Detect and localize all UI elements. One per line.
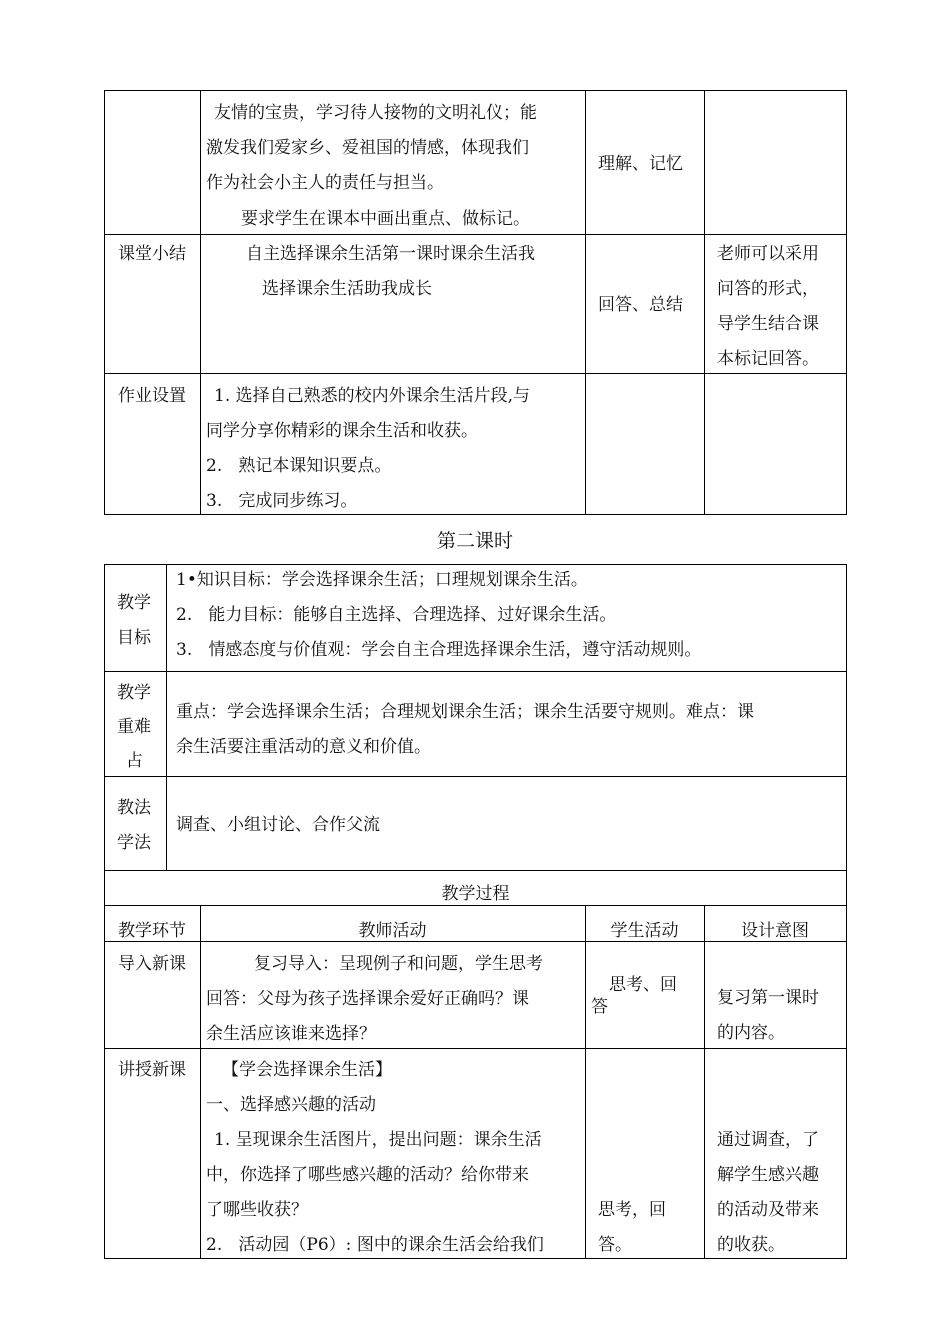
header-intent: 设计意图 — [741, 921, 809, 941]
keypoints-label — [105, 672, 166, 776]
text-line: 自主选择课余生活第一课时课余生活我 — [246, 244, 535, 264]
t1-row1-student: 理解、记忆 — [598, 154, 683, 174]
methods-label-line: 教法 — [117, 798, 151, 818]
header-stage: 教学环节 — [118, 921, 186, 941]
text-line: 老师可以采用 — [717, 244, 819, 264]
keypoints-line: 余生活要注重活动的意义和价值。 — [176, 737, 431, 757]
goals-label-line: 目标 — [117, 628, 151, 648]
header-teacher: 教师活动 — [358, 921, 427, 941]
intro-student-line: 思考、回 — [609, 975, 677, 995]
t1-row3-label: 作业设置 — [118, 386, 186, 406]
header-student: 学生活动 — [610, 921, 679, 941]
intro-line: 复习导入：呈现例子和问题，学生思考 — [254, 954, 543, 974]
keypoints-line: 重点：学会选择课余生活；合理规划课余生活；课余生活要守规则。难点：课 — [176, 702, 754, 722]
teach-student-line: 思考，回 — [598, 1200, 666, 1220]
text-line: 导学生结合课 — [717, 314, 819, 334]
teach-line: 一、选择感兴趣的活动 — [206, 1095, 376, 1115]
text-line: 3. 完成同步练习。 — [206, 491, 358, 511]
goal-line: 1•知识目标：学会选择课余生活；口理规划课余生活。 — [176, 570, 588, 590]
teach-label: 讲授新课 — [118, 1060, 186, 1080]
teach-intent-line: 解学生感兴趣 — [717, 1165, 819, 1185]
process-title: 教学过程 — [441, 884, 510, 904]
t1-row2-student: 回答、总结 — [598, 295, 683, 315]
intro-student-line: 答 — [591, 997, 608, 1017]
teach-intent-line: 的活动及带来 — [717, 1200, 819, 1220]
text-line: 问答的形式， — [717, 279, 819, 299]
teach-line: 2. 活动园（P6）: 图中的课余生活会给我们 — [206, 1235, 544, 1255]
teach-line: 【学会选择课余生活】 — [222, 1060, 392, 1080]
text-line: 选择课余生活助我成长 — [262, 279, 432, 299]
text-line: 作为社会小主人的责任与担当。 — [206, 173, 444, 193]
intro-intent-line: 的内容。 — [717, 1023, 785, 1043]
goal-line: 2. 能力目标：能够自主选择、合理选择、过好课余生活。 — [176, 605, 617, 625]
label-line: 占 — [126, 751, 143, 771]
t1-row2-label: 课堂小结 — [118, 244, 186, 264]
teach-intent-line: 的收获。 — [717, 1235, 785, 1255]
teach-line: 了哪些收获？ — [206, 1200, 308, 1220]
goal-line: 3. 情感态度与价值观：学会自主合理选择课余生活，遵守活动规则。 — [176, 640, 702, 660]
teach-student-line: 答。 — [598, 1235, 632, 1255]
teach-line: 1. 呈现课余生活图片，提出问题：课余生活 — [214, 1130, 542, 1150]
text-line: 激发我们爱家乡、爱祖国的情感，体现我们 — [206, 138, 529, 158]
text-line: 友情的宝贵，学习待人接物的文明礼仪；能 — [214, 103, 537, 123]
text-line: 1. 选择自己熟悉的校内外课余生活片段,与 — [214, 386, 531, 406]
label-line: 教学 — [117, 683, 151, 703]
intro-intent-line: 复习第一课时 — [717, 988, 819, 1008]
text-line: 2. 熟记本课知识要点。 — [206, 456, 392, 476]
goals-label-line: 教学 — [117, 593, 151, 613]
methods-label-line: 学法 — [117, 833, 151, 853]
intro-label: 导入新课 — [118, 954, 186, 974]
teach-intent-line: 通过调查，了 — [717, 1130, 819, 1150]
intro-line: 回答：父母为孩子选择课余爱好正确吗？课 — [206, 989, 529, 1009]
text-line: 要求学生在课本中画出重点、做标记。 — [241, 209, 530, 229]
label-line: 重难 — [117, 717, 151, 737]
teach-line: 中，你选择了哪些感兴趣的活动？给你带来 — [206, 1165, 529, 1185]
methods-text: 调查、小组讨论、合作父流 — [176, 815, 380, 835]
text-line: 同学分享你精彩的课余生活和收获。 — [206, 421, 478, 441]
text-line: 本标记回答。 — [717, 349, 819, 369]
intro-line: 余生活应该谁来选择？ — [206, 1024, 376, 1044]
section-title: 第二课时 — [436, 530, 513, 552]
